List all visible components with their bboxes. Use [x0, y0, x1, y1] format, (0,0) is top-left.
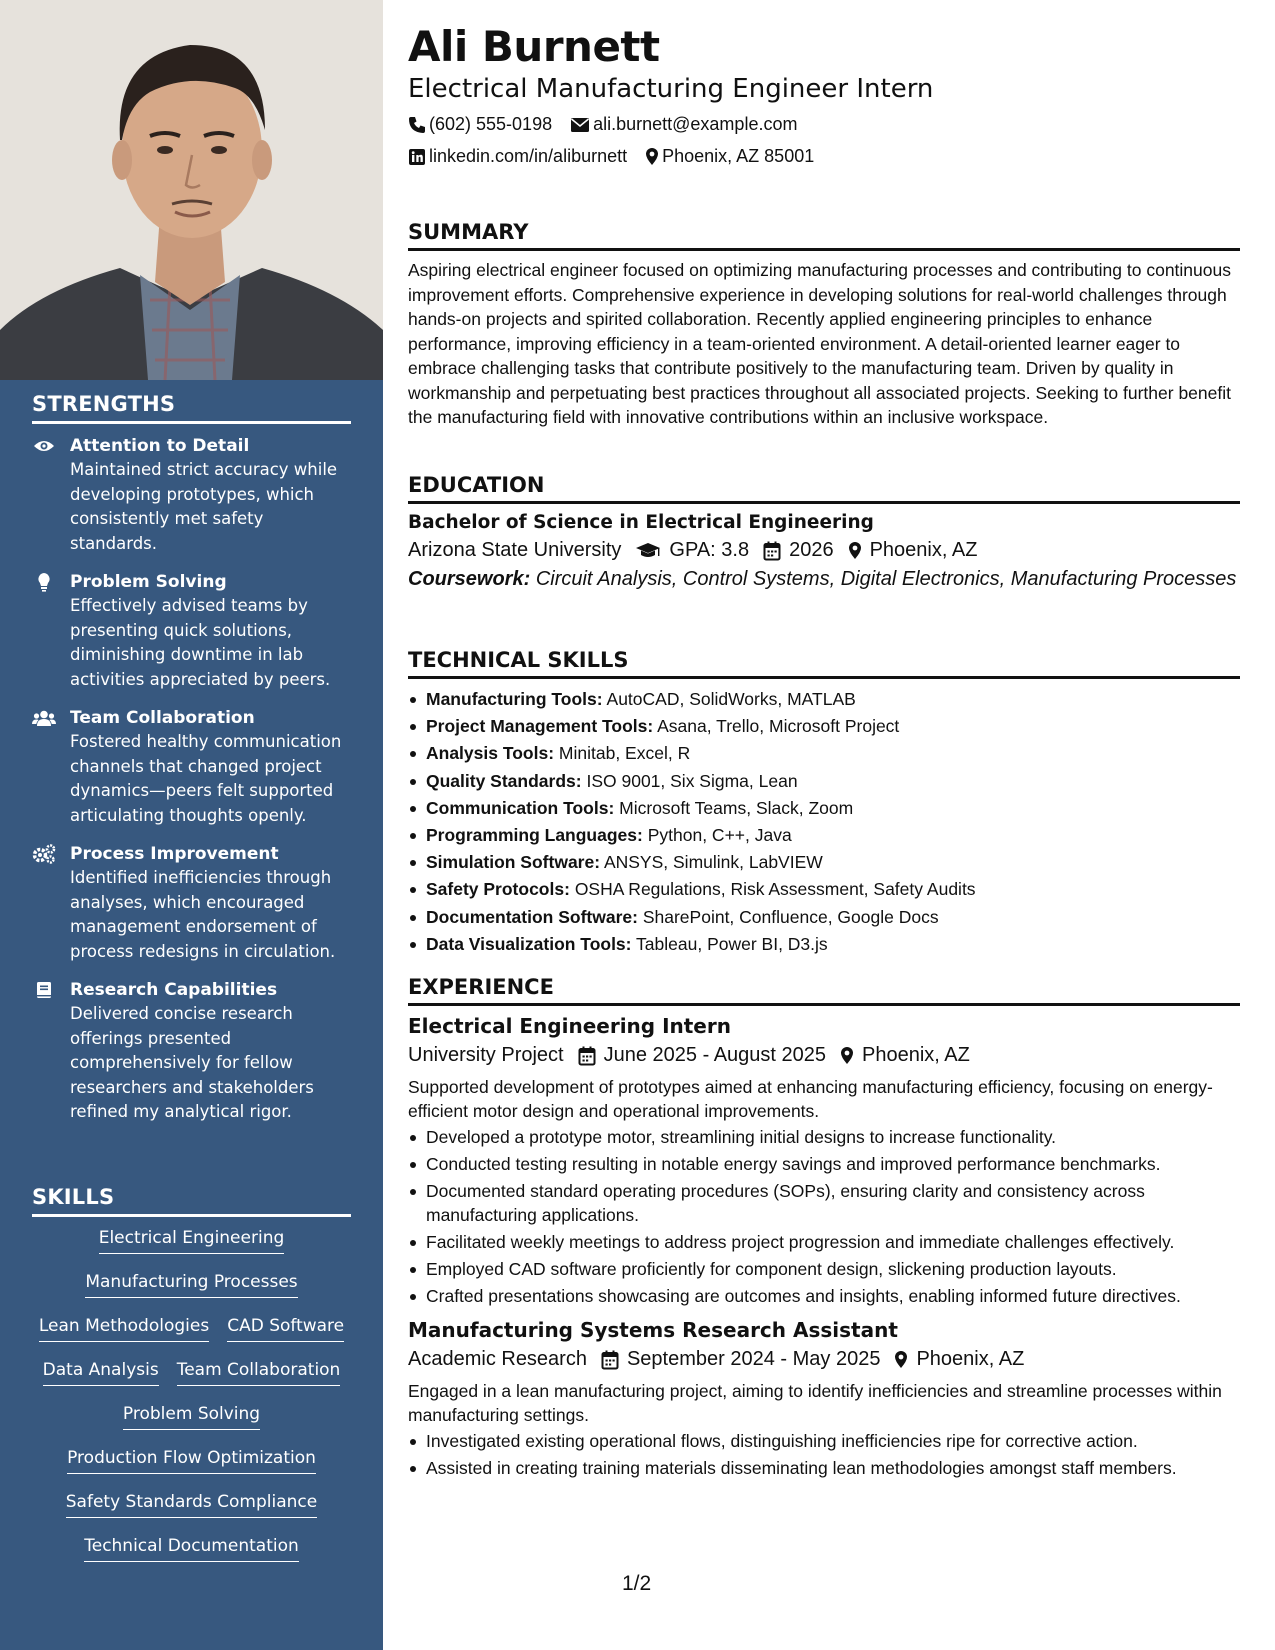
skill-tag: Lean Methodologies	[39, 1313, 209, 1342]
lightbulb-icon	[32, 571, 56, 593]
job-org: Academic Research	[408, 1348, 587, 1370]
job-dates-meta	[578, 1044, 826, 1067]
job-meta	[408, 1044, 1240, 1067]
strength-desc: Delivered concise research offerings presented comprehensively for fellow researchers and stakeholders refined my analytical rigor.	[70, 1004, 314, 1121]
strength-item	[32, 842, 351, 964]
book-icon	[32, 979, 56, 1001]
skill-tag: Technical Documentation	[84, 1533, 299, 1562]
linkedin-contact[interactable]	[408, 146, 627, 167]
skill-tag: Data Analysis	[43, 1357, 159, 1386]
job-bullet: Investigated existing operational flows, distinguishing inefficiencies ripe for corrective action.	[408, 1429, 1240, 1453]
job-location: Phoenix, AZ	[916, 1348, 1025, 1370]
users-icon	[32, 707, 56, 729]
summary-text: Aspiring electrical engineer focused on optimizing manufacturing processes and contributing to continuous improvement efforts. Comprehensive experience in developing solutions for real-world challenges through hands-on projects and spirited collaboration. Recently applied engineering principles to enhance performance, improving efficiency in a team-oriented environment. A detail-oriented learner eager to embrace challenging tasks that contribute positively to the manufacturing team. Driven by quality in workmanship and perpetuating best practices throughout all associated projects. Seeking to further benefit the manufacturing field with innovative contributions within an inclusive workspace.	[408, 260, 1231, 427]
tech-skill-value: AutoCAD, SolidWorks, MATLAB	[606, 689, 856, 709]
technical-skills-list	[408, 687, 1240, 957]
tech-skill-value: Tableau, Power BI, D3.js	[636, 933, 828, 954]
portrait-image	[0, 0, 383, 380]
edu-location-meta	[848, 539, 978, 562]
candidate-name: Ali Burnett	[408, 22, 660, 71]
tech-skill-label: Simulation Software:	[426, 852, 601, 873]
job-bullet: Conducted testing resulting in notable energy savings and improved performance benchmarks.	[408, 1152, 1240, 1176]
job-bullet: Documented standard operating procedures (SOPs), ensuring clarity and consistency across manufacturing applications.	[408, 1179, 1240, 1227]
year-meta	[763, 539, 834, 562]
summary-section	[408, 220, 1240, 430]
tech-skill-item	[408, 741, 1240, 766]
tech-skill-value: ISO 9001, Six Sigma, Lean	[586, 770, 798, 791]
skill-tag: Safety Standards Compliance	[66, 1489, 317, 1518]
job-bullet: Developed a prototype motor, streamlining initial designs to increase functionality.	[408, 1125, 1240, 1149]
school-name: Arizona State University	[408, 539, 622, 561]
strength-item	[32, 570, 351, 692]
tech-skill-label: Documentation Software:	[426, 906, 638, 927]
technical-skills-section	[408, 648, 1240, 959]
job-org: University Project	[408, 1044, 564, 1066]
page-number: 1/2	[622, 1572, 652, 1595]
strength-item	[32, 978, 351, 1125]
skills-section	[32, 1185, 351, 1577]
map-pin-icon	[848, 541, 862, 560]
job-entry	[408, 1318, 1240, 1480]
skill-tag: Manufacturing Processes	[85, 1269, 297, 1298]
job-location-meta	[894, 1348, 1024, 1371]
tech-skill-label: Communication Tools:	[426, 797, 615, 818]
calendar-icon	[578, 1046, 596, 1066]
job-description: Supported development of prototypes aimed at enhancing manufacturing efficiency, focusing on energy-efficient motor design and operational improvements.	[408, 1077, 1213, 1121]
strength-name: Problem Solving	[70, 572, 227, 592]
tech-skill-item	[408, 687, 1240, 712]
degree-name: Bachelor of Science in Electrical Engineering	[408, 512, 874, 533]
job-dates-meta	[601, 1348, 881, 1371]
skill-tag: Problem Solving	[123, 1401, 260, 1430]
tech-skill-label: Data Visualization Tools:	[426, 933, 632, 954]
tech-skill-item	[408, 796, 1240, 821]
strength-desc: Effectively advised teams by presenting quick solutions, diminishing downtime in lab activities appreciated by peers.	[70, 596, 331, 689]
strength-name: Research Capabilities	[70, 980, 278, 1000]
sidebar	[0, 0, 383, 1650]
education-meta	[408, 539, 1240, 562]
job-role: Electrical Engineering Intern	[408, 1014, 731, 1038]
tech-skill-value: Asana, Trello, Microsoft Project	[657, 716, 900, 737]
job-bullet: Facilitated weekly meetings to address project progression and immediate challenges effectively.	[408, 1230, 1240, 1254]
strength-desc: Fostered healthy communication channels that changed project dynamics—peers felt supported articulating thoughts openly.	[70, 732, 342, 825]
tech-skill-label: Project Management Tools:	[426, 716, 654, 737]
phone-text: (602) 555-0198	[429, 114, 553, 134]
map-pin-icon	[840, 1046, 854, 1065]
job-dates: September 2024 - May 2025	[626, 1348, 881, 1370]
email-text: ali.burnett@example.com	[593, 114, 798, 134]
tech-skill-value: Microsoft Teams, Slack, Zoom	[619, 797, 854, 818]
tech-skill-value: Minitab, Excel, R	[558, 743, 691, 764]
tech-skill-value: OSHA Regulations, Risk Assessment, Safety Audits	[574, 879, 976, 900]
skill-tag: Electrical Engineering	[99, 1225, 285, 1254]
contact-row-1	[408, 114, 815, 135]
experience-section	[408, 975, 1240, 1483]
job-meta	[408, 1348, 1240, 1371]
tech-skill-value: SharePoint, Confluence, Google Docs	[642, 906, 939, 927]
edu-location-text: Phoenix, AZ	[869, 539, 978, 561]
skills-list	[32, 1225, 351, 1577]
gpa-text: GPA: 3.8	[669, 539, 750, 561]
strengths-section	[32, 392, 351, 1125]
coursework	[408, 567, 1240, 591]
education-title: EDUCATION	[408, 473, 1240, 504]
tech-skill-value: Python, C++, Java	[647, 824, 792, 845]
strengths-title: STRENGTHS	[32, 392, 351, 424]
location-text: Phoenix, AZ 85001	[662, 146, 815, 166]
job-location-meta	[840, 1044, 970, 1067]
tech-skill-label: Quality Standards:	[426, 770, 582, 791]
strength-desc: Identified inefficiencies through analyses, which encouraged management endorsement of process redesigns in circulation.	[70, 868, 336, 961]
email-contact[interactable]	[570, 114, 797, 135]
tech-skill-item	[408, 769, 1240, 794]
gpa-meta	[635, 539, 749, 562]
tech-skill-item	[408, 823, 1240, 848]
job-bullet: Assisted in creating training materials disseminating lean methodologies amongst staff members.	[408, 1456, 1240, 1480]
job-description: Engaged in a lean manufacturing project, aiming to identify inefficiencies and streamline processes within manufacturing settings.	[408, 1381, 1222, 1425]
strength-item	[32, 434, 351, 556]
profile-photo	[0, 0, 383, 380]
job-bullet: Employed CAD software proficiently for component design, slickening production layouts.	[408, 1257, 1240, 1281]
year-text: 2026	[789, 539, 834, 561]
phone-icon	[408, 116, 426, 134]
tech-skill-item	[408, 932, 1240, 957]
calendar-icon	[601, 1350, 619, 1370]
tech-skill-item	[408, 850, 1240, 875]
strength-name: Team Collaboration	[70, 708, 255, 728]
strength-item	[32, 706, 351, 828]
job-dates: June 2025 - August 2025	[603, 1044, 827, 1066]
skills-title: SKILLS	[32, 1185, 351, 1217]
tech-skill-value: ANSYS, Simulink, LabVIEW	[603, 852, 823, 873]
tech-skill-label: Safety Protocols:	[426, 879, 570, 900]
experience-title: EXPERIENCE	[408, 975, 1240, 1006]
tech-skill-item	[408, 877, 1240, 902]
strength-name: Process Improvement	[70, 844, 279, 864]
job-bullets	[408, 1429, 1240, 1480]
tech-skill-label: Analysis Tools:	[426, 743, 555, 764]
cogs-icon	[32, 843, 56, 865]
skill-tag: Production Flow Optimization	[67, 1445, 316, 1474]
strength-name: Attention to Detail	[70, 436, 250, 456]
job-role: Manufacturing Systems Research Assistant	[408, 1318, 898, 1342]
eye-icon	[32, 435, 56, 457]
job-location: Phoenix, AZ	[862, 1044, 970, 1066]
graduation-cap-icon	[635, 542, 661, 560]
linkedin-icon	[408, 148, 426, 166]
education-section	[408, 473, 1240, 591]
map-pin-icon	[645, 147, 659, 166]
tech-skill-label: Programming Languages:	[426, 824, 643, 845]
job-bullet: Crafted presentations showcasing are outcomes and insights, enabling informed future directives.	[408, 1284, 1240, 1308]
calendar-icon	[763, 541, 781, 561]
map-pin-icon	[894, 1350, 908, 1369]
summary-title: SUMMARY	[408, 220, 1240, 251]
coursework-text: Circuit Analysis, Control Systems, Digital Electronics, Manufacturing Processes	[535, 568, 1237, 590]
tech-skill-item	[408, 714, 1240, 739]
skill-tag: CAD Software	[227, 1313, 344, 1342]
phone-contact	[408, 114, 552, 135]
linkedin-text: linkedin.com/in/aliburnett	[429, 146, 628, 166]
candidate-title: Electrical Manufacturing Engineer Intern	[408, 74, 934, 104]
envelope-icon	[570, 117, 590, 133]
coursework-label: Coursework:	[408, 568, 531, 590]
tech-skill-label: Manufacturing Tools:	[426, 689, 603, 709]
job-bullets	[408, 1125, 1240, 1308]
contact-row-2	[408, 146, 832, 167]
job-entry	[408, 1014, 1240, 1308]
tech-skill-item	[408, 905, 1240, 930]
skill-tag: Team Collaboration	[177, 1357, 341, 1386]
location-contact	[645, 146, 814, 167]
technical-skills-title: TECHNICAL SKILLS	[408, 648, 1240, 679]
strength-desc: Maintained strict accuracy while developing prototypes, which consistently met safety standards.	[70, 460, 338, 553]
